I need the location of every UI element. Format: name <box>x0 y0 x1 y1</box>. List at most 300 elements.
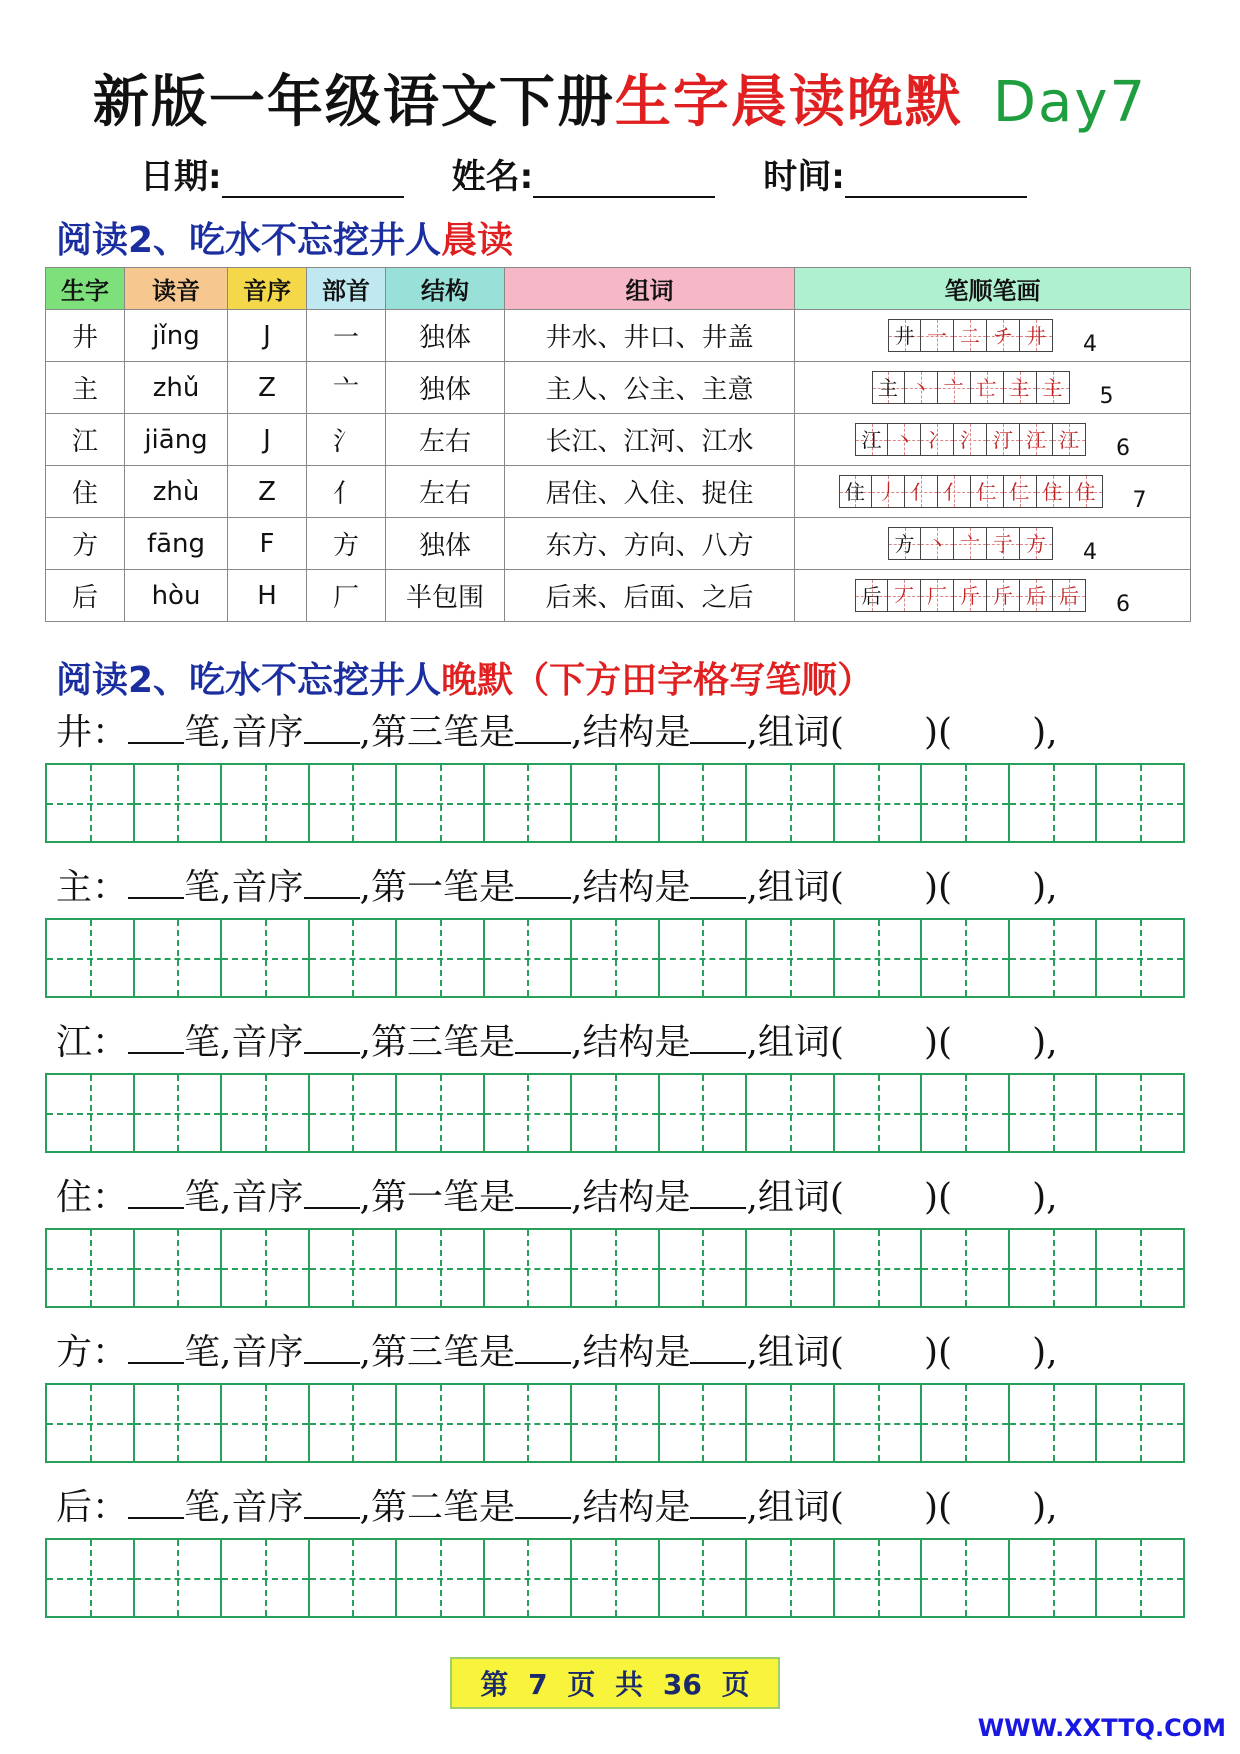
tianzige-cell[interactable] <box>1010 1385 1098 1461</box>
stroke-box <box>987 579 1020 612</box>
cell-pinyin: hòu <box>125 570 228 622</box>
tianzige-cell[interactable] <box>47 1385 135 1461</box>
tianzige-cell[interactable] <box>485 920 573 996</box>
tianzige-cell[interactable] <box>747 1385 835 1461</box>
label-paren-mid: )( <box>923 1332 953 1373</box>
name-blank <box>533 160 715 198</box>
cell-structure: 左右 <box>386 466 505 518</box>
order-blank[interactable] <box>304 1173 360 1209</box>
date-blank <box>222 160 404 198</box>
stroke-box <box>1004 475 1037 508</box>
tianzige-cell[interactable] <box>485 1230 573 1306</box>
stroke-box <box>1020 319 1053 352</box>
stroke-glyph: 仁 <box>976 480 997 504</box>
stroke-count-blank[interactable] <box>128 1483 184 1519</box>
table-row <box>46 466 1191 518</box>
tianzige-cell[interactable] <box>1097 1540 1183 1616</box>
cell-radical: 氵 <box>307 414 386 466</box>
cell-char: 住 <box>46 466 125 518</box>
stroke-box <box>921 527 954 560</box>
stroke-count: 4 <box>1083 539 1097 565</box>
tianzige-cell[interactable] <box>397 1075 485 1151</box>
which-stroke-blank[interactable] <box>515 1173 571 1209</box>
which-stroke-number: 一 <box>406 1177 443 1218</box>
tianzige-grid <box>45 1073 1185 1153</box>
which-stroke-number: 一 <box>406 867 443 908</box>
tianzige-cell[interactable] <box>222 765 310 841</box>
cell-structure: 独体 <box>386 518 505 570</box>
cell-structure: 左右 <box>386 414 505 466</box>
question-line: 井： 笔,音序 ,第三笔是 ,结构是 ,组词( )( ), <box>56 708 1206 755</box>
cell-order: Z <box>228 362 307 414</box>
stroke-box <box>1037 371 1070 404</box>
stroke-count-blank[interactable] <box>128 708 184 744</box>
name-label: 姓名: <box>451 157 534 197</box>
stroke-box <box>855 423 888 456</box>
time-label: 时间: <box>763 157 845 197</box>
cell-radical: 亻 <box>307 466 386 518</box>
which-stroke-blank[interactable] <box>515 1018 571 1054</box>
label-words: 组词( <box>757 867 844 908</box>
tianzige-cell[interactable] <box>835 765 923 841</box>
question-char: 后 <box>56 1487 93 1528</box>
tianzige-cell[interactable] <box>485 765 573 841</box>
label-which-pre: 第 <box>370 712 407 753</box>
tianzige-cell[interactable] <box>835 1075 923 1151</box>
title-day: Day7 <box>992 70 1148 135</box>
stroke-box <box>1004 371 1037 404</box>
stroke-box <box>1037 475 1070 508</box>
tianzige-grid <box>45 1228 1185 1308</box>
tianzige-cell[interactable] <box>572 920 660 996</box>
tianzige-cell[interactable] <box>1010 1075 1098 1151</box>
tianzige-cell[interactable] <box>485 1540 573 1616</box>
stroke-sequence <box>872 371 1070 404</box>
label-words: 组词( <box>757 712 844 753</box>
cell-words: 井水、井口、井盖 <box>505 310 795 362</box>
stroke-box <box>1070 475 1103 508</box>
stroke-count-blank[interactable] <box>128 1173 184 1209</box>
tianzige-cell[interactable] <box>310 1075 398 1151</box>
tianzige-cell[interactable] <box>660 920 748 996</box>
stroke-glyph: 亻 <box>910 480 931 504</box>
question-char: 方 <box>56 1332 93 1373</box>
label-paren-end: ), <box>1032 712 1058 753</box>
tianzige-cell[interactable] <box>572 1230 660 1306</box>
stroke-sequence <box>855 423 1086 456</box>
tianzige-cell[interactable] <box>835 1385 923 1461</box>
label-paren-mid: )( <box>923 1022 953 1063</box>
tianzige-cell[interactable] <box>222 920 310 996</box>
structure-blank[interactable] <box>690 1483 746 1519</box>
stroke-box <box>1020 423 1053 456</box>
stroke-glyph: 主 <box>1009 376 1030 400</box>
tianzige-cell[interactable] <box>660 1075 748 1151</box>
tianzige-cell[interactable] <box>397 920 485 996</box>
stroke-count-blank[interactable] <box>128 863 184 899</box>
tianzige-cell[interactable] <box>835 920 923 996</box>
tianzige-cell[interactable] <box>310 920 398 996</box>
stroke-box <box>921 579 954 612</box>
tianzige-cell[interactable] <box>397 765 485 841</box>
tianzige-cell[interactable] <box>1097 1230 1183 1306</box>
morning-heading <box>56 212 513 263</box>
table-row <box>46 570 1191 622</box>
tianzige-cell[interactable] <box>485 1075 573 1151</box>
tianzige-cell[interactable] <box>397 1385 485 1461</box>
tianzige-cell[interactable] <box>135 765 223 841</box>
stroke-box <box>888 319 921 352</box>
cell-order: J <box>228 414 307 466</box>
tianzige-cell[interactable] <box>660 1540 748 1616</box>
stroke-glyph: 江 <box>861 428 882 452</box>
evening-tag: 晚默（下方田字格写笔顺） <box>441 660 874 701</box>
label-words: 组词( <box>757 1332 844 1373</box>
stroke-glyph: 井 <box>1026 324 1046 348</box>
stroke-box <box>938 475 971 508</box>
tianzige-cell[interactable] <box>572 765 660 841</box>
label-strokes: 笔, <box>184 1177 232 1218</box>
label-which-pre: 第 <box>370 1487 407 1528</box>
tianzige-cell[interactable] <box>572 1385 660 1461</box>
evening-title: 阅读2、吃水不忘挖井人 <box>56 660 442 701</box>
stroke-glyph: 江 <box>1059 428 1079 452</box>
label-strokes: 笔, <box>184 1332 232 1373</box>
stroke-glyph: 二 <box>960 324 980 348</box>
title-part-2: 生字晨读晚默 <box>614 70 963 135</box>
stroke-box <box>954 319 987 352</box>
stroke-glyph: 一 <box>927 324 947 348</box>
label-which-post: 笔是 <box>442 867 515 908</box>
tianzige-cell[interactable] <box>47 1075 135 1151</box>
tianzige-cell[interactable] <box>47 765 135 841</box>
cell-char: 江 <box>46 414 125 466</box>
tianzige-cell[interactable] <box>485 1385 573 1461</box>
cell-words: 主人、公主、主意 <box>505 362 795 414</box>
stroke-glyph: 冫 <box>927 428 947 452</box>
cell-char: 井 <box>46 310 125 362</box>
stroke-box <box>905 475 938 508</box>
cell-stroke-order <box>795 518 1191 570</box>
cell-pinyin: fāng <box>125 518 228 570</box>
cell-pinyin: jǐng <box>125 310 228 362</box>
stroke-glyph: 丶 <box>927 532 947 556</box>
label-words: 组词( <box>757 1022 844 1063</box>
stroke-count-blank[interactable] <box>128 1328 184 1364</box>
stroke-box <box>872 371 905 404</box>
cell-stroke-order <box>795 414 1191 466</box>
question-line: 主： 笔,音序 ,第一笔是 ,结构是 ,组词( )( ), <box>56 863 1206 910</box>
label-strokes: 笔, <box>184 867 232 908</box>
stroke-glyph: 江 <box>1026 428 1046 452</box>
label-structure: 结构是 <box>582 1177 691 1218</box>
order-blank[interactable] <box>304 1328 360 1364</box>
tianzige-cell[interactable] <box>835 1540 923 1616</box>
question-char: 住 <box>56 1177 93 1218</box>
tianzige-cell[interactable] <box>310 1540 398 1616</box>
tianzige-cell[interactable] <box>310 765 398 841</box>
stroke-glyph: 亍 <box>993 532 1013 556</box>
which-stroke-blank[interactable] <box>515 1483 571 1519</box>
stroke-glyph: 井 <box>894 324 915 348</box>
tianzige-cell[interactable] <box>47 920 135 996</box>
which-stroke-number: 三 <box>406 1332 443 1373</box>
info-line <box>140 152 1140 198</box>
label-paren-end: ), <box>1032 1177 1058 1218</box>
page-title <box>0 58 1240 138</box>
tianzige-cell[interactable] <box>660 1385 748 1461</box>
label-structure: 结构是 <box>582 712 691 753</box>
page-number-badge: 第 7 页 共 36 页 <box>450 1657 780 1709</box>
stroke-glyph: 亠 <box>960 532 980 556</box>
tianzige-cell[interactable] <box>1010 1230 1098 1306</box>
tianzige-cell[interactable] <box>310 1385 398 1461</box>
tianzige-cell[interactable] <box>747 920 835 996</box>
tianzige-cell[interactable] <box>747 1540 835 1616</box>
question-line: 江： 笔,音序 ,第三笔是 ,结构是 ,组词( )( ), <box>56 1018 1206 1065</box>
label-order: 音序 <box>231 1332 304 1373</box>
tianzige-cell[interactable] <box>835 1230 923 1306</box>
site-watermark: WWW.XXTTQ.COM <box>977 1714 1226 1742</box>
stroke-glyph: 丆 <box>894 584 914 608</box>
stroke-sequence <box>855 579 1086 612</box>
header-char: 生字 <box>46 268 125 310</box>
stroke-glyph: 斤 <box>960 584 980 608</box>
stroke-box <box>872 475 905 508</box>
stroke-box <box>971 475 1004 508</box>
tianzige-cell[interactable] <box>747 1075 835 1151</box>
stroke-glyph: 住 <box>845 480 865 504</box>
stroke-glyph: 亠 <box>943 376 964 400</box>
cell-stroke-order <box>795 310 1191 362</box>
tianzige-cell[interactable] <box>135 1385 223 1461</box>
tianzige-cell[interactable] <box>47 1540 135 1616</box>
label-strokes: 笔, <box>184 1022 232 1063</box>
tianzige-grid <box>45 1383 1185 1463</box>
tianzige-cell[interactable] <box>1010 1540 1098 1616</box>
tianzige-cell[interactable] <box>660 765 748 841</box>
label-paren-mid: )( <box>923 1487 953 1528</box>
name-field <box>452 149 716 198</box>
cell-words: 长江、江河、江水 <box>505 414 795 466</box>
stroke-count-blank[interactable] <box>128 1018 184 1054</box>
order-blank[interactable] <box>304 1483 360 1519</box>
label-paren-mid: )( <box>923 1177 953 1218</box>
stroke-count: 4 <box>1083 331 1097 357</box>
time-field <box>763 149 1027 198</box>
tianzige-cell[interactable] <box>47 1230 135 1306</box>
label-paren-end: ), <box>1032 1487 1058 1528</box>
header-radical: 部首 <box>307 268 386 310</box>
tianzige-cell[interactable] <box>747 1230 835 1306</box>
tianzige-cell[interactable] <box>572 1540 660 1616</box>
tianzige-cell[interactable] <box>922 765 1010 841</box>
tianzige-cell[interactable] <box>135 1075 223 1151</box>
tianzige-cell[interactable] <box>135 1540 223 1616</box>
label-paren-mid: )( <box>923 712 953 753</box>
stroke-count: 7 <box>1132 487 1147 513</box>
cell-char: 后 <box>46 570 125 622</box>
date-label: 日期: <box>140 157 222 197</box>
tianzige-cell[interactable] <box>222 1230 310 1306</box>
label-words: 组词( <box>757 1487 844 1528</box>
time-blank <box>845 160 1027 198</box>
tianzige-cell[interactable] <box>1097 1385 1183 1461</box>
morning-tag: 晨读 <box>441 220 514 261</box>
stroke-box <box>888 579 921 612</box>
stroke-glyph: 汀 <box>993 428 1013 452</box>
tianzige-grid <box>45 918 1185 998</box>
header-order: 音序 <box>228 268 307 310</box>
stroke-glyph: 主 <box>878 376 898 400</box>
stroke-count: 6 <box>1116 435 1130 461</box>
which-stroke-blank[interactable] <box>515 708 571 744</box>
tianzige-cell[interactable] <box>310 1230 398 1306</box>
cell-stroke-order <box>795 466 1191 518</box>
label-which-pre: 第 <box>370 1177 407 1218</box>
stroke-box <box>1020 579 1053 612</box>
order-blank[interactable] <box>304 1018 360 1054</box>
tianzige-cell[interactable] <box>747 765 835 841</box>
label-order: 音序 <box>231 1022 304 1063</box>
question-char: 主 <box>56 867 93 908</box>
stroke-box <box>987 527 1020 560</box>
tianzige-cell[interactable] <box>222 1385 310 1461</box>
order-blank[interactable] <box>304 863 360 899</box>
label-which-pre: 第 <box>370 867 407 908</box>
tianzige-cell[interactable] <box>922 1385 1010 1461</box>
cell-stroke-order <box>795 362 1191 414</box>
tianzige-cell[interactable] <box>922 1230 1010 1306</box>
structure-blank[interactable] <box>690 1173 746 1209</box>
tianzige-cell[interactable] <box>660 1230 748 1306</box>
structure-blank[interactable] <box>690 1018 746 1054</box>
question-line: 后： 笔,音序 ,第二笔是 ,结构是 ,组词( )( ), <box>56 1483 1206 1530</box>
tianzige-grid <box>45 1538 1185 1618</box>
label-strokes: 笔, <box>184 1487 232 1528</box>
cell-structure: 独体 <box>386 310 505 362</box>
stroke-glyph: チ <box>993 324 1013 348</box>
table-header-row <box>46 268 1191 310</box>
which-stroke-number: 三 <box>406 1022 443 1063</box>
tianzige-cell[interactable] <box>135 920 223 996</box>
stroke-box <box>971 371 1004 404</box>
stroke-glyph: 住 <box>1075 480 1096 504</box>
cell-pinyin: jiāng <box>125 414 228 466</box>
order-blank[interactable] <box>304 708 360 744</box>
question-char: 江 <box>56 1022 93 1063</box>
cell-radical: 厂 <box>307 570 386 622</box>
label-structure: 结构是 <box>582 1332 691 1373</box>
label-order: 音序 <box>231 712 304 753</box>
label-which-post: 笔是 <box>442 712 515 753</box>
stroke-glyph: 后 <box>1059 584 1079 608</box>
stroke-glyph: 丶 <box>894 428 914 452</box>
stroke-box <box>1053 579 1086 612</box>
stroke-glyph: 厂 <box>927 584 947 608</box>
stroke-box <box>888 423 921 456</box>
stroke-glyph: 亡 <box>976 376 997 400</box>
tianzige-cell[interactable] <box>1097 1075 1183 1151</box>
label-order: 音序 <box>231 1487 304 1528</box>
tianzige-cell[interactable] <box>397 1230 485 1306</box>
table-row <box>46 310 1191 362</box>
tianzige-cell[interactable] <box>1097 920 1183 996</box>
which-stroke-blank[interactable] <box>515 1328 571 1364</box>
which-stroke-blank[interactable] <box>515 863 571 899</box>
stroke-box <box>954 527 987 560</box>
label-structure: 结构是 <box>582 867 691 908</box>
cell-char: 主 <box>46 362 125 414</box>
stroke-glyph: 方 <box>894 532 915 556</box>
tianzige-cell[interactable] <box>1097 765 1183 841</box>
tianzige-cell[interactable] <box>1010 765 1098 841</box>
stroke-sequence <box>839 475 1103 508</box>
stroke-box <box>987 423 1020 456</box>
stroke-glyph: 后 <box>861 584 882 608</box>
header-structure: 结构 <box>386 268 505 310</box>
cell-structure: 独体 <box>386 362 505 414</box>
cell-order: H <box>228 570 307 622</box>
header-words: 组词 <box>505 268 795 310</box>
stroke-sequence <box>888 527 1053 560</box>
tianzige-cell[interactable] <box>572 1075 660 1151</box>
stroke-count: 6 <box>1116 591 1130 617</box>
cell-stroke-order <box>795 570 1191 622</box>
stroke-box <box>954 423 987 456</box>
stroke-box <box>855 579 888 612</box>
tianzige-cell[interactable] <box>135 1230 223 1306</box>
stroke-glyph: 丿 <box>877 480 898 504</box>
stroke-glyph: 氵 <box>960 428 980 452</box>
tianzige-cell[interactable] <box>922 920 1010 996</box>
structure-blank[interactable] <box>690 1328 746 1364</box>
stroke-box <box>938 371 971 404</box>
label-paren-end: ), <box>1032 1022 1058 1063</box>
tianzige-cell[interactable] <box>222 1540 310 1616</box>
question-line: 方： 笔,音序 ,第三笔是 ,结构是 ,组词( )( ), <box>56 1328 1206 1375</box>
label-words: 组词( <box>757 1177 844 1218</box>
question-char: 井 <box>56 712 93 753</box>
stroke-sequence <box>888 319 1053 352</box>
structure-blank[interactable] <box>690 708 746 744</box>
tianzige-cell[interactable] <box>222 1075 310 1151</box>
header-pinyin: 读音 <box>125 268 228 310</box>
character-table <box>45 267 1191 622</box>
cell-words: 居住、入住、捉住 <box>505 466 795 518</box>
tianzige-grid <box>45 763 1185 843</box>
stroke-box <box>1020 527 1053 560</box>
tianzige-cell[interactable] <box>1010 920 1098 996</box>
stroke-box <box>921 319 954 352</box>
tianzige-cell[interactable] <box>922 1075 1010 1151</box>
stroke-box <box>987 319 1020 352</box>
label-which-post: 笔是 <box>442 1022 515 1063</box>
tianzige-cell[interactable] <box>397 1540 485 1616</box>
label-which-post: 笔是 <box>442 1487 515 1528</box>
tianzige-cell[interactable] <box>922 1540 1010 1616</box>
cell-order: J <box>228 310 307 362</box>
header-strokes: 笔顺笔画 <box>795 268 1191 310</box>
cell-pinyin: zhù <box>125 466 228 518</box>
table-row <box>46 414 1191 466</box>
stroke-glyph: 住 <box>1042 480 1063 504</box>
stroke-box <box>905 371 938 404</box>
label-paren-end: ), <box>1032 1332 1058 1373</box>
structure-blank[interactable] <box>690 863 746 899</box>
cell-order: F <box>228 518 307 570</box>
evening-heading <box>56 652 873 703</box>
